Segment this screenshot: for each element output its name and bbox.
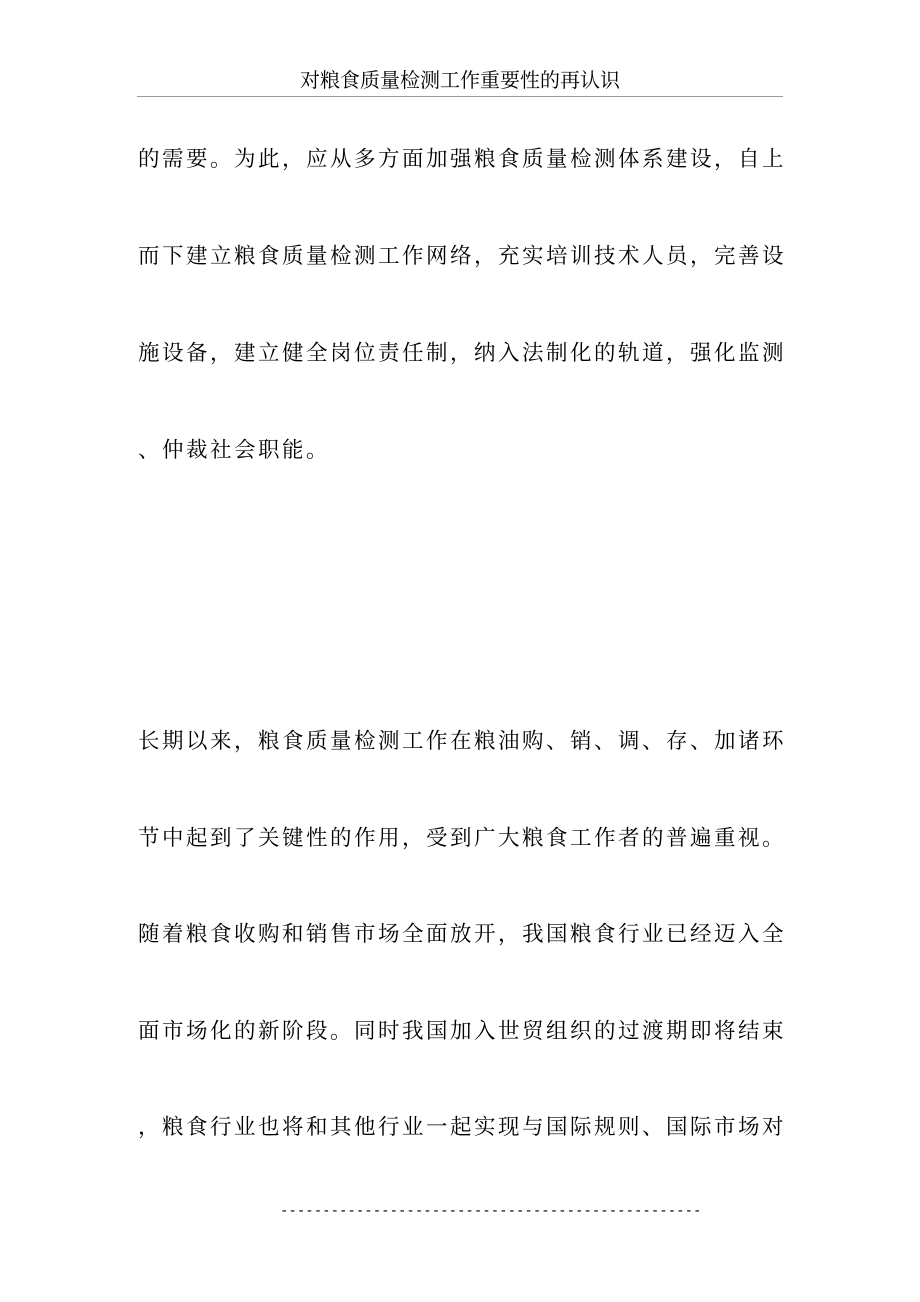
text-line: 长期以来，粮食质量检测工作在粮油购、销、调、存、加诸环 [138, 729, 787, 754]
text-line: 、仲裁社会职能。 [138, 438, 331, 463]
text-line: 施设备，建立健全岗位责任制，纳入法制化的轨道，强化监测 [138, 341, 787, 366]
text-line: ，粮食行业也将和其他行业一起实现与国际规则、国际市场对 [138, 1115, 787, 1140]
text-line: 节中起到了关键性的作用，受到广大粮食工作者的普遍重视。 [138, 826, 787, 851]
text-line: 的需要。为此，应从多方面加强粮食质量检测体系建设，自上 [138, 147, 787, 172]
header-divider [137, 96, 783, 97]
text-line: 面市场化的新阶段。同时我国加入世贸组织的过渡期即将结束 [138, 1019, 787, 1044]
footer-dashed-rule: -------------------------------------------------- [280, 1203, 702, 1219]
text-line: 随着粮食收购和销售市场全面放开，我国粮食行业已经迈入全 [138, 922, 787, 947]
header-title: 对粮食质量检测工作重要性的再认识 [300, 68, 620, 92]
text-line: 而下建立粮食质量检测工作网络，充实培训技术人员，完善设 [138, 244, 787, 269]
